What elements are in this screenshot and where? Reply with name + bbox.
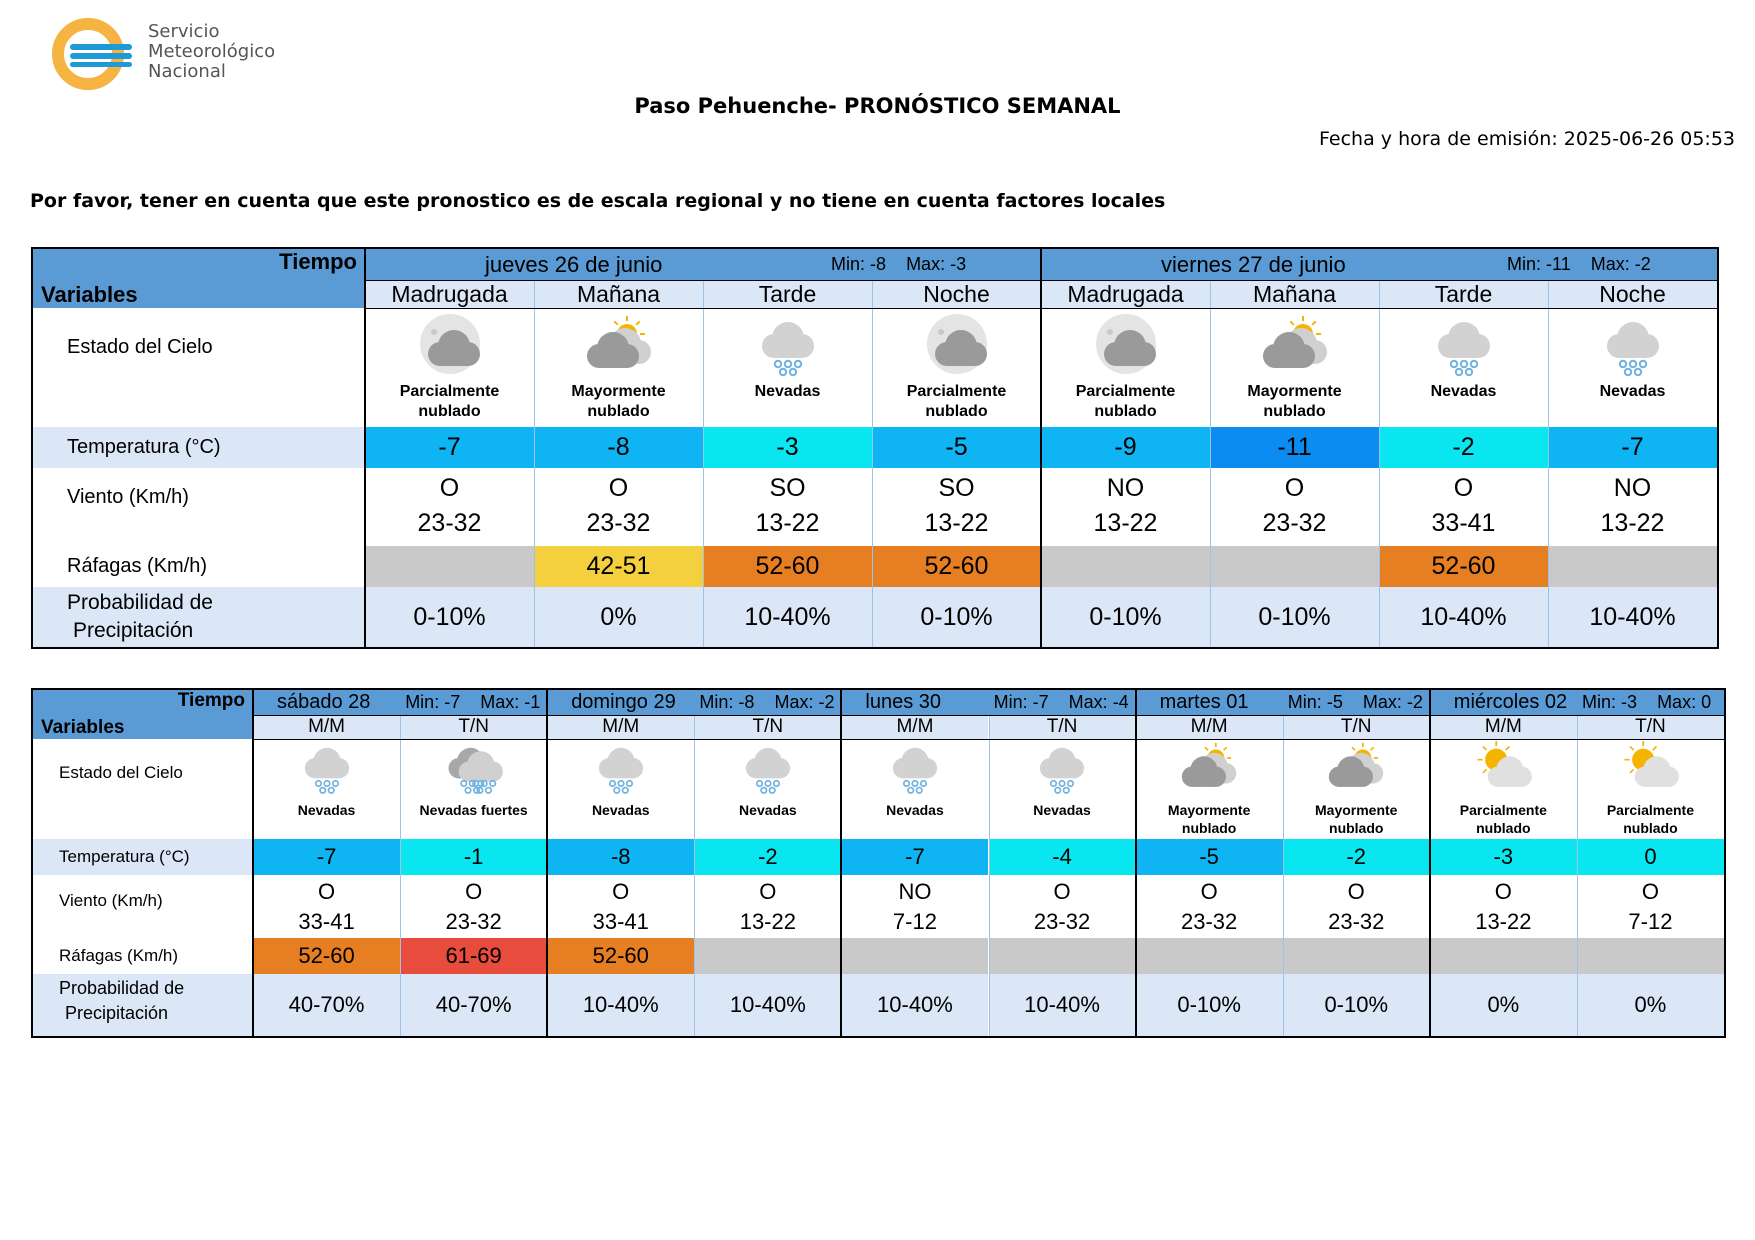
heavy-snow-icon <box>441 741 506 802</box>
gust-value <box>1283 938 1430 974</box>
sky-condition-line2: nublado <box>925 403 988 420</box>
max-label: Max: <box>1657 692 1697 712</box>
period-label: Madrugada <box>1041 280 1210 308</box>
temperature-value: -4 <box>989 839 1136 875</box>
page-title: Paso Pehuenche- PRONÓSTICO SEMANAL <box>634 94 1121 118</box>
wind-direction: O <box>759 879 777 904</box>
sky-condition-line1: Nevadas <box>1430 383 1497 400</box>
sky-cell <box>1430 739 1577 839</box>
precip-probability: 10-40% <box>694 974 841 1036</box>
precip-probability: 40-70% <box>253 974 400 1036</box>
precip-probability: 0-10% <box>365 587 534 647</box>
precip-probability: 0-10% <box>1136 974 1283 1036</box>
period-divider <box>703 280 704 647</box>
org-name-line3: Nacional <box>148 61 226 82</box>
wind-speed: 23-32 <box>1328 909 1385 934</box>
gust-value <box>1136 938 1283 974</box>
sky-condition-line2: nublado <box>1094 403 1157 420</box>
wind-speed: 33-41 <box>298 909 355 934</box>
day-name: domingo 29 <box>571 691 676 713</box>
period-divider <box>1210 280 1211 647</box>
period-label: Mañana <box>534 280 703 308</box>
max-label: Max: <box>480 692 520 712</box>
variables-label: Variables <box>41 282 138 307</box>
smn-logo-icon <box>52 18 132 90</box>
weekly-forecast-table <box>31 688 1726 1038</box>
gust-value: 52-60 <box>547 938 694 974</box>
sky-condition-line1: Parcialmente <box>1459 802 1547 818</box>
temperature-value: -3 <box>703 427 872 468</box>
max-label: Max: <box>906 254 946 274</box>
max-value: -4 <box>1112 692 1129 712</box>
sky-cell <box>1041 308 1210 427</box>
wind-speed: 33-41 <box>1431 509 1496 537</box>
min-value: -8 <box>870 254 887 274</box>
sky-condition-line1: Mayormente <box>1247 383 1342 400</box>
sky-condition-line1: Parcialmente <box>399 383 500 400</box>
day-divider <box>1429 690 1431 1036</box>
sky-cell <box>989 739 1136 839</box>
period-label: Noche <box>872 280 1041 308</box>
sky-condition-line1: Parcialmente <box>906 383 1007 400</box>
min-value: -3 <box>1621 692 1638 712</box>
gust-value: 61-69 <box>400 938 547 974</box>
sky-cell <box>1577 739 1724 839</box>
period-divider <box>989 715 990 1036</box>
day-name: lunes 30 <box>865 691 942 713</box>
day-min <box>1288 690 1423 715</box>
sun-cloud-icon <box>1324 741 1389 802</box>
sky-cell <box>1210 308 1379 427</box>
wind-speed: 23-32 <box>417 509 482 537</box>
sky-condition <box>365 382 534 422</box>
sky-condition-line1: Parcialmente <box>1075 383 1176 400</box>
period-label: T/N <box>1283 715 1430 739</box>
temperature-value: -2 <box>1283 839 1430 875</box>
sky-condition <box>400 801 547 819</box>
sky-condition-line2: nublado <box>418 403 481 420</box>
day-name: martes 01 <box>1159 691 1249 713</box>
precip-probability: 10-40% <box>989 974 1136 1036</box>
day-name: viernes 27 de junio <box>1161 251 1346 277</box>
day-name: miércoles 02 <box>1453 691 1568 713</box>
sky-condition <box>703 382 872 402</box>
wind-direction: NO <box>1613 474 1652 502</box>
sky-cell <box>1548 308 1717 427</box>
emission-datetime: Fecha y hora de emisión: 2025-06-26 05:53 <box>1319 128 1735 150</box>
temperature-value: -9 <box>1041 427 1210 468</box>
wind-speed: 13-22 <box>1093 509 1158 537</box>
gust-value <box>1548 546 1717 587</box>
estado-cielo-label: Estado del Cielo <box>59 763 183 782</box>
wind-direction: O <box>1053 879 1071 904</box>
sky-condition <box>694 801 841 819</box>
day-divider <box>546 690 548 1036</box>
wind-speed: 23-32 <box>1033 909 1091 934</box>
sky-condition-line1: Nevadas <box>591 802 650 818</box>
min-value: -7 <box>444 692 461 712</box>
subheader-separator <box>365 308 1717 309</box>
wind-direction: NO <box>1106 474 1145 502</box>
sky-condition-line1: Nevadas <box>1033 802 1091 818</box>
precip-probability: 0-10% <box>1283 974 1430 1036</box>
sky-cell <box>1379 308 1548 427</box>
subheader-separator <box>253 739 1724 740</box>
sky-condition-line2: nublado <box>587 403 650 420</box>
smn-logo <box>52 18 312 90</box>
wind-speed: 33-41 <box>592 909 649 934</box>
period-divider <box>872 280 873 647</box>
sky-cell <box>1283 739 1430 839</box>
sun-cloud-icon <box>1257 314 1333 385</box>
min-value: -5 <box>1326 692 1343 712</box>
detail-forecast-table <box>31 247 1719 649</box>
precipitacion-label: Precipitación <box>65 1003 169 1023</box>
gust-value <box>365 546 534 587</box>
gust-value: 42-51 <box>534 546 703 587</box>
sky-condition <box>1041 382 1210 422</box>
day-divider <box>1135 690 1137 1036</box>
day-min <box>1507 249 1651 280</box>
wind-speed: 23-32 <box>1262 509 1327 537</box>
gust-value <box>989 938 1136 974</box>
max-value: 0 <box>1701 692 1712 712</box>
day-name: jueves 26 de junio <box>485 251 663 277</box>
sky-cell <box>703 308 872 427</box>
gust-value: 52-60 <box>1379 546 1548 587</box>
precip-probability: 0% <box>534 587 703 647</box>
sky-condition-line2: nublado <box>1329 820 1384 836</box>
sky-condition-line2: nublado <box>1263 403 1326 420</box>
temperature-value: -5 <box>872 427 1041 468</box>
snow-cloud-icon <box>883 741 948 802</box>
wind-direction: O <box>1284 474 1305 502</box>
wind-direction: O <box>1453 474 1474 502</box>
sky-cell <box>400 739 547 839</box>
precip-probability: 0-10% <box>1041 587 1210 647</box>
rafagas-label: Ráfagas (Km/h) <box>67 555 208 577</box>
wind-direction: SO <box>769 474 806 502</box>
day-min <box>699 690 834 715</box>
sky-condition-line1: Nevadas <box>754 383 821 400</box>
period-label: Tarde <box>703 280 872 308</box>
period-label: M/M <box>1136 715 1283 739</box>
gust-value <box>1041 546 1210 587</box>
max-value: -2 <box>1634 254 1651 274</box>
org-name-line1: Servicio <box>148 21 220 42</box>
min-value: -8 <box>738 692 755 712</box>
rafagas-label: Ráfagas (Km/h) <box>59 946 179 965</box>
period-label: T/N <box>694 715 841 739</box>
day-name: sábado 28 <box>277 691 371 713</box>
min-value: -7 <box>1032 692 1049 712</box>
gust-value <box>1210 546 1379 587</box>
day-min <box>405 690 540 715</box>
sky-cell <box>872 308 1041 427</box>
tiempo-label: Tiempo <box>177 690 245 711</box>
temperature-value: -7 <box>365 427 534 468</box>
night-cloud-icon <box>1088 314 1164 385</box>
precip-probability: 10-40% <box>547 974 694 1036</box>
snow-cloud-icon <box>736 741 801 802</box>
wind-speed: 23-32 <box>586 509 651 537</box>
gust-value <box>841 938 988 974</box>
max-value: -2 <box>1406 692 1423 712</box>
partly-sunny-icon <box>1618 741 1683 802</box>
sky-condition <box>534 382 703 422</box>
min-label: Min: <box>1582 692 1617 712</box>
sky-condition-line1: Parcialmente <box>1606 802 1695 818</box>
wind-speed: 13-22 <box>1475 909 1532 934</box>
period-label: M/M <box>841 715 988 739</box>
sky-condition <box>989 801 1136 819</box>
precip-probability: 10-40% <box>1379 587 1548 647</box>
temperature-value: -1 <box>400 839 547 875</box>
min-label: Min: <box>993 692 1028 712</box>
day-divider <box>840 690 842 1036</box>
temperature-value: -7 <box>841 839 988 875</box>
temperature-value: -8 <box>547 839 694 875</box>
snow-cloud-icon <box>588 741 653 802</box>
day-divider <box>252 690 254 1036</box>
sky-condition-line1: Nevadas <box>739 802 797 818</box>
precip-probability: 10-40% <box>841 974 988 1036</box>
period-divider <box>694 715 695 1036</box>
snow-cloud-icon <box>1426 314 1502 385</box>
wind-direction: O <box>439 474 460 502</box>
gust-value <box>1577 938 1724 974</box>
wind-direction: O <box>612 879 630 904</box>
sky-condition <box>253 801 400 819</box>
max-label: Max: <box>1362 692 1402 712</box>
temperature-value: -7 <box>1548 427 1717 468</box>
sky-condition-line1: Mayormente <box>1167 802 1251 818</box>
day-min <box>994 690 1129 715</box>
max-value: -3 <box>950 254 967 274</box>
sky-condition-line2: nublado <box>1623 820 1678 836</box>
partly-sunny-icon <box>1471 741 1536 802</box>
period-divider <box>1379 280 1380 647</box>
sky-cell <box>1136 739 1283 839</box>
snow-cloud-icon <box>294 741 359 802</box>
period-label: Tarde <box>1379 280 1548 308</box>
wind-speed: 13-22 <box>739 909 796 934</box>
sky-condition <box>1577 801 1724 837</box>
temperature-value: -5 <box>1136 839 1283 875</box>
probabilidad-label: Probabilidad de <box>67 591 213 614</box>
temperature-value: -3 <box>1430 839 1577 875</box>
sky-condition <box>1548 382 1717 402</box>
gust-value: 52-60 <box>703 546 872 587</box>
temperature-value: -8 <box>534 427 703 468</box>
period-label: M/M <box>547 715 694 739</box>
sky-condition <box>841 801 988 819</box>
min-label: Min: <box>831 254 866 274</box>
sky-condition-line2: nublado <box>1181 820 1237 836</box>
sky-condition-line1: Nevadas fuertes <box>419 802 528 818</box>
precip-probability: 0% <box>1577 974 1724 1036</box>
probabilidad-label: Probabilidad de <box>59 978 185 998</box>
gust-value: 52-60 <box>872 546 1041 587</box>
wind-direction: O <box>317 879 336 904</box>
sun-cloud-icon <box>581 314 657 385</box>
disclaimer-note: Por favor, tener en cuenta que este pronostico es de escala regional y no tiene en cuenta factores locales <box>30 190 1166 212</box>
sky-condition <box>1136 801 1283 837</box>
min-label: Min: <box>1507 254 1542 274</box>
header-separator <box>365 280 1717 281</box>
gust-value <box>694 938 841 974</box>
tiempo-label: Tiempo <box>279 249 357 274</box>
sky-cell <box>841 739 988 839</box>
sun-cloud-icon <box>1177 741 1242 802</box>
period-label: M/M <box>253 715 400 739</box>
snow-cloud-icon <box>1030 741 1095 802</box>
viento-label: Viento (Km/h) <box>67 486 189 508</box>
header-separator <box>253 715 1724 716</box>
snow-cloud-icon <box>1595 314 1671 385</box>
snow-cloud-icon <box>750 314 826 385</box>
precip-probability: 10-40% <box>703 587 872 647</box>
sky-condition-line1: Nevadas <box>886 802 944 818</box>
wind-speed: 7-12 <box>1628 909 1673 934</box>
sky-condition-line1: Nevadas <box>297 802 356 818</box>
sky-condition-line2: nublado <box>1476 820 1531 836</box>
day-min <box>1582 690 1711 715</box>
sky-condition <box>1379 382 1548 402</box>
max-label: Max: <box>1068 692 1108 712</box>
temperature-value: -2 <box>1379 427 1548 468</box>
temperature-value: -2 <box>694 839 841 875</box>
period-divider <box>534 280 535 647</box>
sky-condition <box>1210 382 1379 422</box>
temperature-value: -11 <box>1210 427 1379 468</box>
wind-direction: O <box>465 879 483 904</box>
org-name <box>148 22 275 82</box>
min-value: -11 <box>1546 254 1571 274</box>
org-name-line2: Meteorológico <box>148 41 276 62</box>
precip-probability: 0% <box>1430 974 1577 1036</box>
max-value: -1 <box>524 692 541 712</box>
sky-cell <box>365 308 534 427</box>
sky-condition-line1: Mayormente <box>571 383 666 400</box>
period-label: T/N <box>989 715 1136 739</box>
gust-value <box>1430 938 1577 974</box>
wind-speed: 13-22 <box>755 509 820 537</box>
period-label: T/N <box>400 715 547 739</box>
precip-probability: 10-40% <box>1548 587 1717 647</box>
wind-direction: SO <box>938 474 975 502</box>
max-label: Max: <box>774 692 814 712</box>
period-label: Madrugada <box>365 280 534 308</box>
sky-condition <box>1430 801 1577 837</box>
precipitacion-label: Precipitación <box>73 619 194 642</box>
viento-label: Viento (Km/h) <box>59 891 163 910</box>
wind-speed: 23-32 <box>445 909 502 934</box>
period-label: T/N <box>1577 715 1724 739</box>
temperature-value: -7 <box>253 839 400 875</box>
min-label: Min: <box>699 692 734 712</box>
wind-direction: O <box>608 474 629 502</box>
sky-cell <box>534 308 703 427</box>
period-label: M/M <box>1430 715 1577 739</box>
period-divider <box>400 715 401 1036</box>
wind-speed: 7-12 <box>892 909 937 934</box>
period-divider <box>1283 715 1284 1036</box>
wind-direction: NO <box>898 879 932 904</box>
wind-direction: O <box>1347 879 1365 904</box>
precip-probability: 40-70% <box>400 974 547 1036</box>
wind-speed: 13-22 <box>1600 509 1665 537</box>
wind-direction: O <box>1494 879 1512 904</box>
sky-condition-line1: Nevadas <box>1599 383 1666 400</box>
min-label: Min: <box>405 692 440 712</box>
wind-direction: O <box>1200 879 1218 904</box>
variables-label: Variables <box>41 717 125 738</box>
max-value: -2 <box>818 692 835 712</box>
day-min <box>831 249 966 280</box>
temperatura-label: Temperatura (°C) <box>67 436 221 458</box>
wind-speed: 23-32 <box>1181 909 1238 934</box>
night-cloud-icon <box>412 314 488 385</box>
estado-cielo-label: Estado del Cielo <box>67 336 213 358</box>
precip-probability: 0-10% <box>1210 587 1379 647</box>
period-divider <box>1577 715 1578 1036</box>
wind-speed: 13-22 <box>924 509 989 537</box>
night-cloud-icon <box>919 314 995 385</box>
period-divider <box>1548 280 1549 647</box>
precip-probability: 0-10% <box>872 587 1041 647</box>
sky-condition <box>872 382 1041 422</box>
sky-cell <box>547 739 694 839</box>
gust-value: 52-60 <box>253 938 400 974</box>
sky-condition <box>1283 801 1430 837</box>
period-label: Noche <box>1548 280 1717 308</box>
max-label: Max: <box>1590 254 1630 274</box>
sky-condition <box>547 801 694 819</box>
temperatura-label: Temperatura (°C) <box>59 847 190 866</box>
min-label: Min: <box>1287 692 1322 712</box>
sky-condition-line1: Mayormente <box>1315 802 1398 818</box>
temperature-value: 0 <box>1577 839 1724 875</box>
period-label: Mañana <box>1210 280 1379 308</box>
wind-direction: O <box>1641 879 1659 904</box>
sky-cell <box>694 739 841 839</box>
sky-cell <box>253 739 400 839</box>
